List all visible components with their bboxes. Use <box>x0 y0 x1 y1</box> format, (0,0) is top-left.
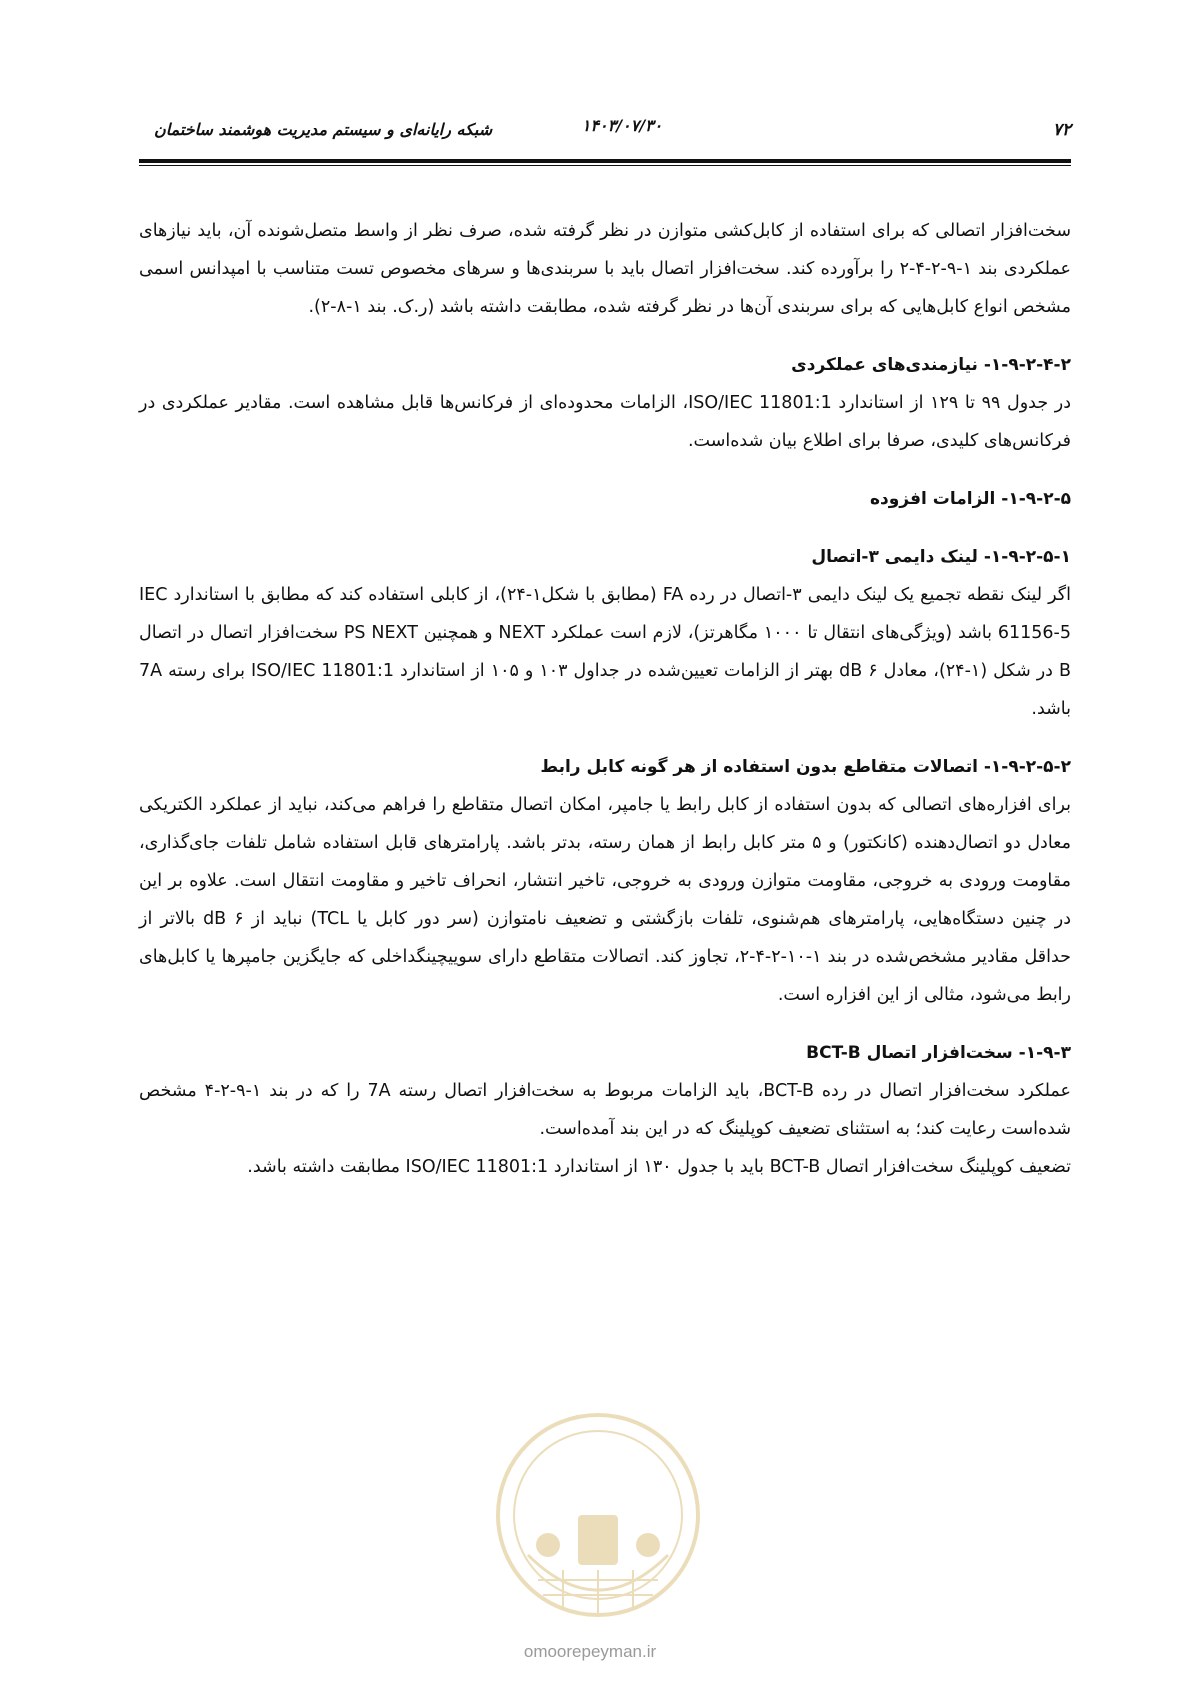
paragraph-permanent-link: اگر لینک نقطه تجمیع یک لینک دایمی ۳-اتصال در رده FA (مطابق با شکل۱-۲۴)، از کابلی استفاده کند که مطابق با استاندارد IEC 61156-5 باشد (ویژگی‌های انتقال تا ۱۰۰۰ مگاهرتز)، لازم است عملکرد NEXT و همچنین PS NEXT سخت‌افزار اتصال در اتصال B در شکل (۱-۲۴)، معادل ۶ dB بهتر از الزامات تعیین‌شده در جداول ۱۰۳ و ۱۰۵ از استاندارد ISO/IEC 11801:1 برای رسته 7A باشد. <box>139 585 1071 719</box>
paragraph-coupling: تضعیف کوپلینگ سخت‌افزار اتصال BCT-B باید با جدول ۱۳۰ از استاندارد ISO/IEC 11801:1 مطابقت داشته باشد. <box>247 1157 1071 1177</box>
section-heading: ۱-۹-۲-۵-۱- لینک دایمی ۳-اتصال <box>811 547 1071 567</box>
paragraph-intro: سخت‌افزار اتصالی که برای استفاده از کابل‌کشی متوازن در نظر گرفته شده، صرف نظر از واسط متصل‌شونده آن، باید نیازهای عملکردی بند ۱-۹-۲-۴-۲ را برآورده کند. سخت‌افزار اتصال باید با سربندی‌ها و سرهای مخصوص تست متناسب با امپدانس اسمی مشخص انواع کابل‌هایی که برای سربندی آن‌ها در نظر گرفته شده، مطابقت داشته باشد (ر.ک. بند ۱-۸-۲). <box>139 221 1071 317</box>
section-heading: ۱-۹-۲-۵- الزامات افزوده <box>869 489 1071 509</box>
seal-logo-icon <box>468 1395 728 1645</box>
section-heading: ۱-۹-۳- سخت‌افزار اتصال BCT-B <box>806 1043 1071 1063</box>
section-heading: ۱-۹-۲-۵-۲- اتصالات متقاطع بدون استفاده از هر گونه کابل رابط <box>540 757 1071 777</box>
paragraph-cross-connect: برای افزاره‌های اتصالی که بدون استفاده از کابل رابط یا جامپر، امکان اتصال متقاطع را فراهم می‌کند، نباید از عملکرد الکتریکی معادل دو اتصال‌دهنده (کانکتور) و ۵ متر کابل رابط از همان رسته، بدتر باشد. پارامترهای قابل استفاده شامل تلفات جای‌گذاری، مقاومت ورودی به خروجی، مقاومت متوازن ورودی به خروجی، تاخیر انتشار، انحراف تاخیر و مقاومت انتقال است. علاوه بر این در چنین دستگاه‌هایی، پارامترهای هم‌شنوی، تلفات بازگشتی و تضعیف نامتوازن (سر دور کابل یا TCL) نباید از ۶ dB بالاتر از حداقل مقادیر مشخص‌شده در بند ۱-۱۰-۲-۴-۲، تجاوز کند. اتصالات متقاطع دارای سوییچینگداخلی که جایگزین جامپرها یا کابل‌های رابط می‌شود، مثالی از این افزاره است. <box>139 795 1071 1005</box>
watermark-site: omoorepeyman.ir <box>523 1642 657 1661</box>
paragraph-bct-b: عملکرد سخت‌افزار اتصال در رده BCT-B، باید الزامات مربوط به سخت‌افزار اتصال رسته 7A را که در بند ۱-۹-۲-۴ مشخص شده‌است رعایت کند؛ به استثنای تضعیف کوپلینگ که در این بند آمده‌است. <box>139 1081 1071 1139</box>
page-header <box>139 116 1071 146</box>
header-rule-thick <box>139 159 1071 163</box>
paragraph-performance: در جدول ۹۹ تا ۱۲۹ از استاندارد ISO/IEC 11801:1، الزامات محدوده‌ای از فرکانس‌ها قابل مشاهده است. مقادیر عملکردی در فرکانس‌های کلیدی، صرفا برای اطلاع بیان شده‌است. <box>139 393 1071 451</box>
header-rule-thin <box>139 165 1071 166</box>
header-date: ۱۴۰۳/۰۷/۳۰ <box>581 116 663 135</box>
document-body <box>139 212 1071 1186</box>
section-heading: ۱-۹-۲-۴-۲- نیازمندی‌های عملکردی <box>791 355 1071 375</box>
page-number: ۷۲ <box>1052 120 1071 140</box>
header-title: شبکه رایانه‌ای و سیستم مدیریت هوشمند ساختمان <box>154 120 493 139</box>
